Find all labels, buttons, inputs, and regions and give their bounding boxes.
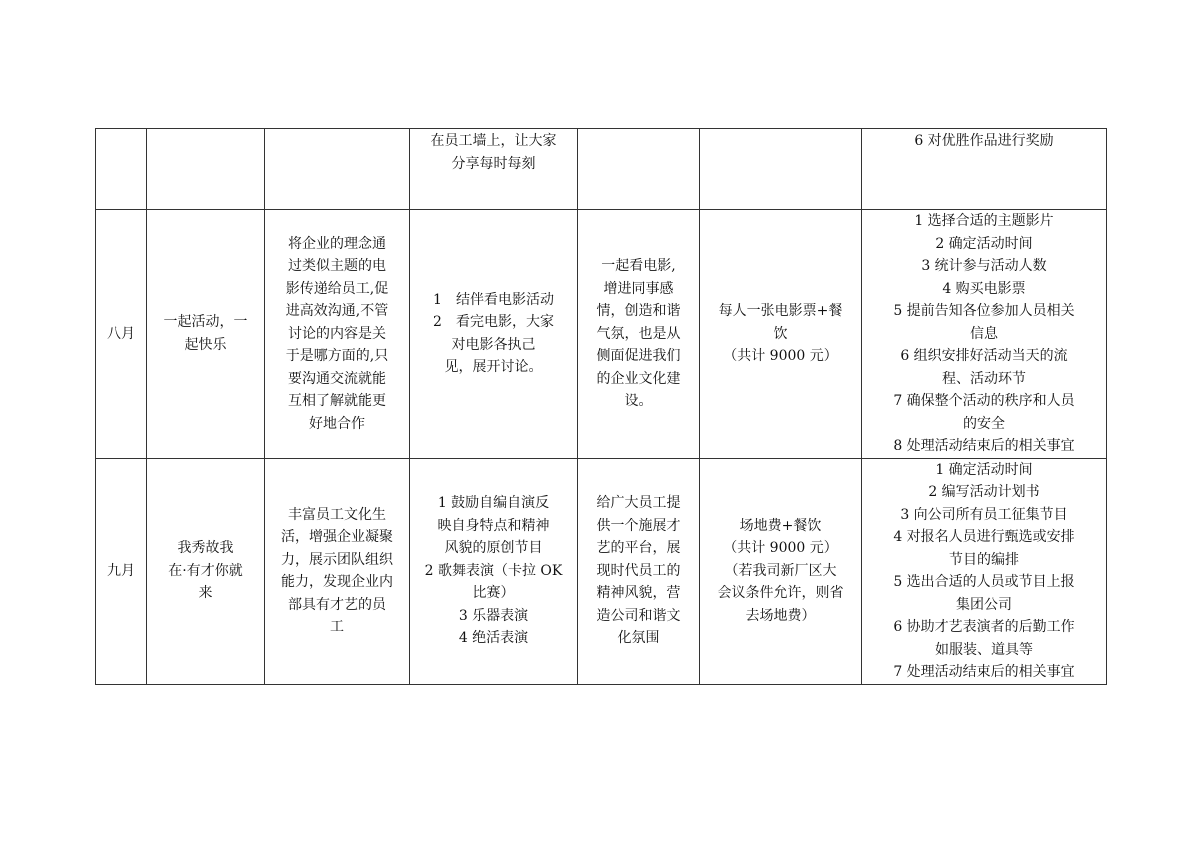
purpose-line: 能力，发现企业内	[281, 574, 393, 590]
purpose-line: 丰富员工文化生	[288, 506, 386, 523]
purpose-line: 讨论的内容是关	[288, 325, 386, 342]
meaning-line: 现时代员工的	[596, 562, 681, 579]
step-line: 6 组织安排好活动当天的流	[900, 348, 1068, 364]
step-line: 7 处理活动结束后的相关事宜	[893, 664, 1075, 680]
content-cell	[410, 458, 578, 684]
meaning-line: 精神风貌，营	[596, 585, 681, 602]
step-line: 5 提前告知各位参加人员相关	[893, 303, 1075, 319]
cost-line: 去场地费）	[745, 607, 816, 624]
step-line: 4 对报名人员进行甄选或安排	[893, 529, 1075, 545]
purpose-cell	[265, 210, 410, 459]
activity-plan-table	[95, 128, 1107, 685]
content-line: 2 看完电影，大家	[433, 314, 554, 331]
step-line: 1 确定活动时间	[935, 461, 1033, 478]
month-cell	[96, 129, 147, 210]
step-line: 7 确保整个活动的秩序和人员	[893, 393, 1075, 409]
step-line: 1 选择合适的主题影片	[914, 213, 1054, 229]
purpose-line: 进高效沟通,不管	[285, 303, 389, 319]
cost-line: 会议条件允许，则省	[717, 585, 844, 602]
step-line: 2 确定活动时间	[935, 235, 1033, 252]
step-line: 的安全	[963, 415, 1005, 432]
name-line: 来	[198, 585, 213, 602]
purpose-line: 过类似主题的电	[288, 258, 386, 274]
content-line: 4 绝活表演	[458, 630, 529, 647]
purpose-line: 于是哪方面的,只	[285, 348, 389, 364]
name-line: 一起活动，一	[163, 314, 248, 331]
table-row	[96, 458, 1107, 684]
meaning-line: 供一个施展才	[596, 517, 681, 534]
activity-name-cell	[147, 458, 265, 684]
steps-cell	[862, 458, 1107, 684]
content-line: 1 结伴看电影活动	[433, 291, 554, 308]
meaning-line: 一起看电影,	[601, 258, 676, 274]
content-line: 风貌的原创节目	[444, 540, 543, 557]
content-line: 在员工墙上，让大家	[430, 133, 557, 149]
content-line: 1 鼓励自编自演反	[437, 495, 550, 512]
cost-line: （共计 9000 元）	[723, 348, 838, 364]
name-line: 我秀故我	[177, 540, 234, 557]
step-line: 8 处理活动结束后的相关事宜	[893, 438, 1075, 454]
content-line: 分享每时每刻	[451, 155, 536, 172]
meaning-line: 化氛围	[617, 630, 660, 647]
meaning-line: 增进同事感	[603, 280, 674, 297]
meaning-line: 的企业文化建	[596, 370, 681, 387]
content-cell	[410, 210, 578, 459]
purpose-line: 将企业的理念通	[288, 235, 386, 252]
cost-cell	[700, 129, 862, 210]
meaning-line: 情，创造和谐	[596, 303, 681, 319]
meaning-line: 气氛，也是从	[596, 325, 681, 342]
step-line: 3 向公司所有员工征集节目	[900, 506, 1068, 523]
purpose-line: 工	[330, 619, 344, 635]
meaning-cell	[578, 210, 700, 459]
month-label: 九月	[107, 562, 135, 579]
content-line: 映自身特点和精神	[437, 517, 550, 534]
content-line: 见，展开讨论。	[444, 359, 543, 376]
purpose-line: 好地合作	[309, 415, 365, 432]
cost-line: （若我司新厂区大	[724, 562, 837, 579]
step-line: 集团公司	[956, 596, 1012, 613]
content-line: 对电影各执己	[451, 336, 536, 353]
purpose-cell	[265, 458, 410, 684]
content-line: 比赛）	[472, 585, 515, 602]
meaning-line: 艺的平台，展	[596, 540, 681, 557]
step-line: 3 统计参与活动人数	[921, 258, 1047, 274]
meaning-cell	[578, 129, 700, 210]
steps-cell	[862, 210, 1107, 459]
content-cell	[410, 129, 578, 210]
name-line: 在·有才你就	[168, 562, 243, 579]
step-line: 程、活动环节	[942, 370, 1026, 387]
cost-line: 每人一张电影票+餐	[718, 303, 843, 319]
step-line: 4 购买电影票	[942, 280, 1026, 297]
steps-cell	[862, 129, 1107, 210]
cost-line: 场地费+餐饮	[739, 517, 822, 534]
step-line: 6 对优胜作品进行奖励	[914, 133, 1054, 149]
cost-cell	[700, 458, 862, 684]
content-line: 3 乐器表演	[458, 607, 529, 624]
purpose-line: 力，展示团队组织	[281, 551, 393, 568]
month-label: 八月	[107, 325, 135, 342]
table-row	[96, 129, 1107, 210]
purpose-cell	[265, 129, 410, 210]
month-cell	[96, 458, 147, 684]
meaning-line: 侧面促进我们	[596, 348, 681, 364]
purpose-line: 互相了解就能更	[288, 393, 386, 409]
activity-name-cell	[147, 210, 265, 459]
month-cell	[96, 210, 147, 459]
content-line: 2 歌舞表演（卡拉 OK	[424, 562, 563, 579]
step-line: 5 选出合适的人员或节目上报	[893, 574, 1075, 590]
cost-line: （共计 9000 元）	[723, 540, 838, 557]
meaning-line: 设。	[624, 393, 653, 409]
cost-cell	[700, 210, 862, 459]
purpose-line: 影传递给员工,促	[285, 280, 389, 297]
name-line: 起快乐	[184, 336, 227, 353]
purpose-line: 活，增强企业凝聚	[281, 529, 393, 545]
meaning-line: 给广大员工提	[596, 495, 681, 512]
purpose-line: 部具有才艺的员	[288, 596, 386, 613]
step-line: 6 协助才艺表演者的后勤工作	[893, 619, 1075, 635]
step-line: 节目的编排	[949, 551, 1019, 568]
step-line: 如服装、道具等	[935, 641, 1033, 658]
table-row	[96, 210, 1107, 459]
cost-line: 饮	[773, 325, 788, 342]
meaning-line: 造公司和谐文	[596, 607, 681, 624]
meaning-cell	[578, 458, 700, 684]
purpose-line: 要沟通交流就能	[288, 370, 386, 387]
activity-name-cell	[147, 129, 265, 210]
step-line: 2 编写活动计划书	[928, 484, 1040, 500]
step-line: 信息	[970, 325, 998, 342]
